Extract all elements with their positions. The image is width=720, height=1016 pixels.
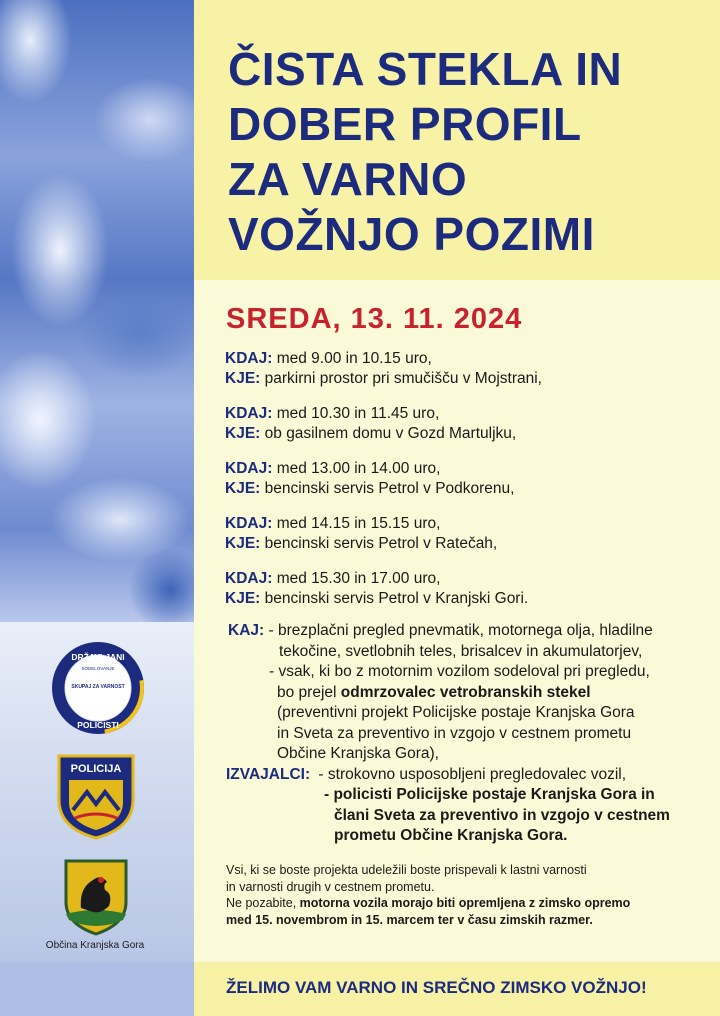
title-line: ZA VARNO [228, 153, 468, 205]
logo-text-bottom: POLICISTI [77, 720, 119, 730]
municipality-caption: Občina Kranjska Gora [45, 940, 145, 951]
schedule-entry: KDAJ: med 15.30 in 17.00 uro, KJE: bencinski servis Petrol v Kranjski Gori. [225, 570, 529, 607]
schedule-entry: KDAJ: med 13.00 in 14.00 uro, KJE: bencinski servis Petrol v Podkorenu, [225, 460, 515, 497]
kranjska-gora-coat-of-arms [63, 858, 129, 936]
schedule-entry: KDAJ: med 14.15 in 15.15 uro, KJE: bencinski servis Petrol v Ratečah, [225, 515, 498, 552]
schedule-entry: KDAJ: med 9.00 in 10.15 uro, KJE: parkirni prostor pri smučišču v Mojstrani, [225, 350, 542, 387]
title-line: VOŽNJO POZIMI [228, 208, 595, 260]
frost-photo [0, 0, 194, 622]
logo-text-center: SKUPAJ ZA VARNOST [71, 684, 125, 690]
logo-text-top: DRŽAVLJANI [71, 652, 125, 662]
izvajalci-label: IZVAJALCI: [226, 765, 311, 783]
title-line: DOBER PROFIL [228, 98, 582, 150]
logo-text-ring: SODELOVANJE [81, 666, 115, 671]
policija-text: POLICIJA [70, 763, 122, 775]
schedule-entry: KDAJ: med 10.30 in 11.45 uro, KJE: ob gasilnem domu v Gozd Martuljku, [225, 405, 517, 442]
event-date: SREDA, 13. 11. 2024 [226, 303, 523, 335]
drzavljani-policisti-logo [50, 640, 146, 736]
title-line: ČISTA STEKLA IN [228, 43, 623, 95]
closing-message: ŽELIMO VAM VARNO IN SREČNO ZIMSKO VOŽNJO! [226, 978, 647, 997]
kaj-label: KAJ: [228, 622, 265, 639]
policija-shield-logo [55, 752, 137, 840]
activities-section: KAJ: - brezplačni pregled pnevmatik, motornega olja, hladilne tekočine, svetlobnih teles, brisalcev in akumulatorjev, - vsak, ki bo z motornim vozilom sodeloval pri pregledu, bo prejel odmrzovalec vetrobranskih stekel (preventivni projekt Policijske postaje Kranjska Gora in Sveta za preventivo in vzgojo v cestnem prometu Občine Kranjska Gora), IZVAJALCI: - strokovno usposobljeni pregledovalec vozil, - policisti Policijske postaje Kranjska Gora in člani Sveta za preventivo in vzgojo v cestnem prometu Občine Kranjska Gora. [226, 622, 670, 844]
page-title [228, 42, 622, 262]
info-note: Vsi, ki se boste projekta udeležili boste prispevali k lastni varnosti in varnosti drugih v cestnem prometu. Ne pozabite, motorna vozila morajo biti opremljena z zimsko opremo med 15. novembrom in 15. marcem ter v času zimskih razmer. [226, 863, 631, 927]
